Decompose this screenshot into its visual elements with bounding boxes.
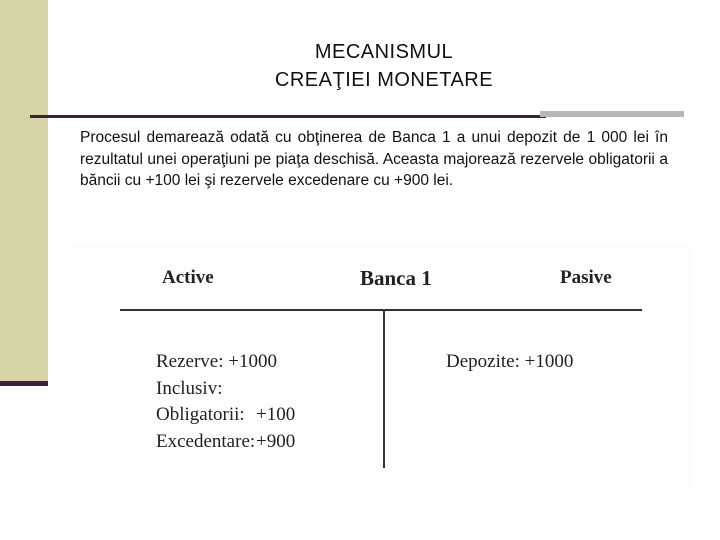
t-account-assets: [156, 349, 296, 455]
t-account-vertical-line: [383, 310, 385, 468]
asset-excess-label: Excedentare:: [156, 430, 256, 452]
asset-reserves: Rezerve: +1000: [156, 351, 277, 372]
title-divider-accent: [540, 111, 684, 117]
liability-deposits: Depozite: +1000: [446, 351, 574, 372]
asset-excess-value: +900: [256, 430, 296, 452]
t-account-horizontal-line: [120, 309, 642, 311]
asset-mandatory: [156, 402, 296, 429]
asset-mandatory-value: +100: [256, 404, 296, 425]
asset-excess: [156, 429, 296, 456]
title-divider: [30, 115, 546, 118]
t-account-title: Banca 1: [360, 266, 432, 290]
title-line-1: MECANISMUL: [314, 41, 454, 63]
t-account-right-header: Pasive: [560, 267, 612, 288]
slide-title: [48, 38, 720, 94]
title-line-2: CREAŢIEI MONETARE: [274, 69, 494, 91]
asset-including: Inclusiv:: [156, 377, 223, 399]
t-account-diagram: [66, 243, 692, 488]
t-account-left-header: Active: [162, 267, 214, 288]
side-decoration-band: [0, 0, 48, 386]
asset-mandatory-label: Obligatorii:: [156, 404, 245, 425]
side-decoration-line: [0, 381, 48, 386]
intro-paragraph: Procesul demarează odată cu obţinerea de Banca 1 a unui depozit de 1 000 lei în rezultatul unei operaţiuni pe piaţa deschisă. Aceasta majorează rezervele obligatorii a băncii cu +100 lei şi rezervele excedenare cu +900 lei.: [80, 129, 668, 189]
